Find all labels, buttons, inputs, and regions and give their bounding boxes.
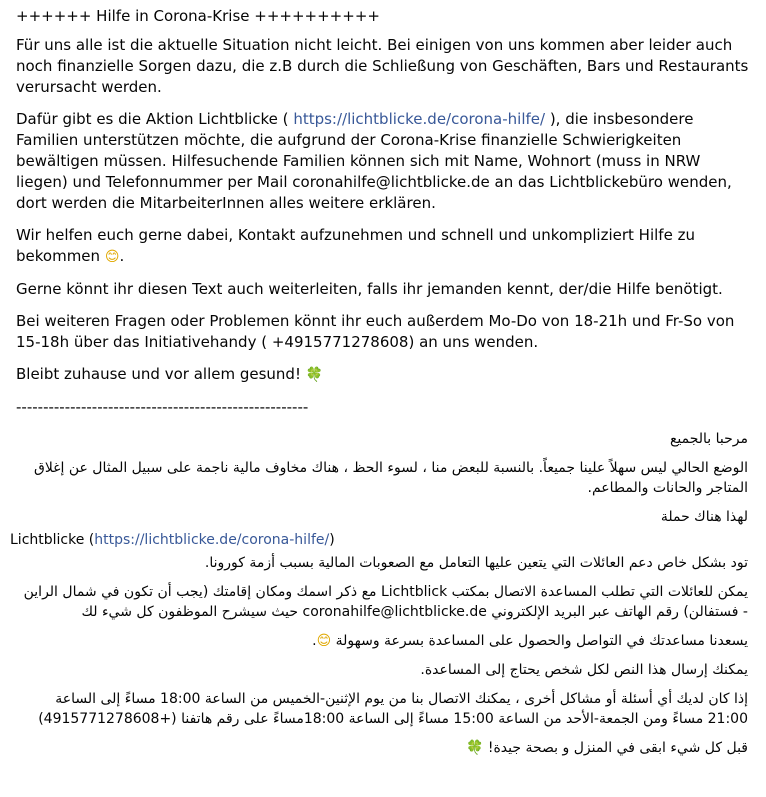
ar-lichtblicke-close: ) xyxy=(329,532,335,548)
ar-lichtblicke-line xyxy=(10,530,748,550)
post-title: ++++++ Hilfe in Corona-Krise ++++++++++ xyxy=(16,7,380,25)
paragraph-stay-home-text: Bleibt zuhause und vor allem gesund! xyxy=(16,365,301,383)
ar-paragraph-hours: إذا كان لديك أي أسئلة أو مشاكل أخرى ، يمكنك الاتصال بنا من يوم الإثنين-الخميس من الساعة 18:00 مساءً إلى الساعة 21:00 مساءً ومن الجمعة-الأحد من الساعة 15:00 مساءً إلى الساعة 18:00مساءً على رقم هاتفنا (+4915771278608) xyxy=(38,691,748,727)
ar-lichtblicke-text: Lichtblicke ( xyxy=(10,532,95,548)
paragraph-contact: Bei weiteren Fragen oder Problemen könnt ihr euch außerdem Mo-Do von 18-21h und Fr-So von 15-18h über das Initiativehandy ( +4915771278608) an uns wenden. xyxy=(16,312,735,351)
german-section xyxy=(16,6,754,418)
paragraph-lichtblicke xyxy=(16,109,754,214)
ar-greeting: مرحبا بالجميع xyxy=(669,431,748,447)
separator-line: ------------------------------------------------------ xyxy=(16,398,309,416)
paragraph-help-text: Wir helfen euch gerne dabei, Kontakt aufzunehmen und schnell und unkompliziert Hilfe zu bekommen xyxy=(16,226,695,265)
arabic-section xyxy=(10,429,754,758)
ar-lichtblicke-link[interactable]: https://lichtblicke.de/corona-hilfe/ xyxy=(94,532,330,548)
ar-paragraph-stay-home-text: قبل كل شيء ابقى في المنزل و بصحة جيدة! xyxy=(487,740,748,756)
ar-paragraph-stay-home xyxy=(16,738,748,758)
ar-paragraph-happy-help: يسعدنا مساعدتك في التواصل والحصول على المساعدة بسرعة وسهولة 😊. xyxy=(312,633,748,649)
ar-paragraph-contact-office: يمكن للعائلات التي تطلب المساعدة الاتصال بمكتب Lichtblick مع ذكر اسمك ومكان إقامتك (يجب أن تكون في شمال الراين - فستفالن) رقم الهاتف عبر البريد الإلكتروني coronahilfe@lichtblicke.de حيث سيشرح الموظفون كل شيء لك xyxy=(23,584,748,620)
ar-paragraph-forward: يمكنك إرسال هذا النص لكل شخص يحتاج إلى المساعدة. xyxy=(420,662,748,678)
ar-clover-icon: 🍀 xyxy=(465,740,484,756)
paragraph-situation: Für uns alle ist die aktuelle Situation nicht leicht. Bei einigen von uns kommen aber leider auch noch finanzielle Sorgen dazu, die z.B durch die Schließung von Geschäften, Bars und Restaurants verursacht werden. xyxy=(16,36,749,96)
ar-paragraph-happy-help-text: يسعدنا مساعدتك في التواصل والحصول على المساعدة بسرعة وسهولة xyxy=(335,633,748,649)
ar-paragraph-support: تود بشكل خاص دعم العائلات التي يتعين عليها التعامل مع الصعوبات المالية بسبب أزمة كورونا. xyxy=(204,555,748,571)
paragraph-help: Wir helfen euch gerne dabei, Kontakt aufzunehmen und schnell und unkompliziert Hilfe zu bekommen 😊. xyxy=(16,226,695,265)
paragraph-stay-home xyxy=(16,364,754,386)
ar-paragraph-situation: الوضع الحالي ليس سهلاً علينا جميعاً. بالنسبة للبعض منا ، لسوء الحظ ، هناك مخاوف مالية ناجمة على سبيل المثال عن إغلاق المتاجر والحانات والمطاعم. xyxy=(33,460,748,496)
paragraph-lichtblicke-text-b: ), die insbesondere Familien unterstützen möchte, die aufgrund der Corona-Krise finanzielle Schwierigkeiten bewältigen müssen. Hilfesuchende Familien können sich mit Name, Wohnort (muss in NRW liegen) und Telefonnummer per Mail coronahilfe@lichtblicke.de an das Lichtblickebüro wenden, dort werden die MitarbeiterInnen alles weitere erklären. xyxy=(16,110,732,212)
clover-icon: 🍀 xyxy=(305,367,324,383)
lichtblicke-link[interactable]: https://lichtblicke.de/corona-hilfe/ xyxy=(293,110,546,128)
paragraph-lichtblicke-text-a: Dafür gibt es die Aktion Lichtblicke ( xyxy=(16,110,294,128)
ar-paragraph-campaign: لهذا هناك حملة xyxy=(660,509,748,525)
paragraph-forward: Gerne könnt ihr diesen Text auch weiterleiten, falls ihr jemanden kennt, der/die Hilfe benötigt. xyxy=(16,280,723,298)
ar-smiley-icon: 😊 xyxy=(316,633,332,649)
smiley-icon: 😊 xyxy=(104,249,120,265)
